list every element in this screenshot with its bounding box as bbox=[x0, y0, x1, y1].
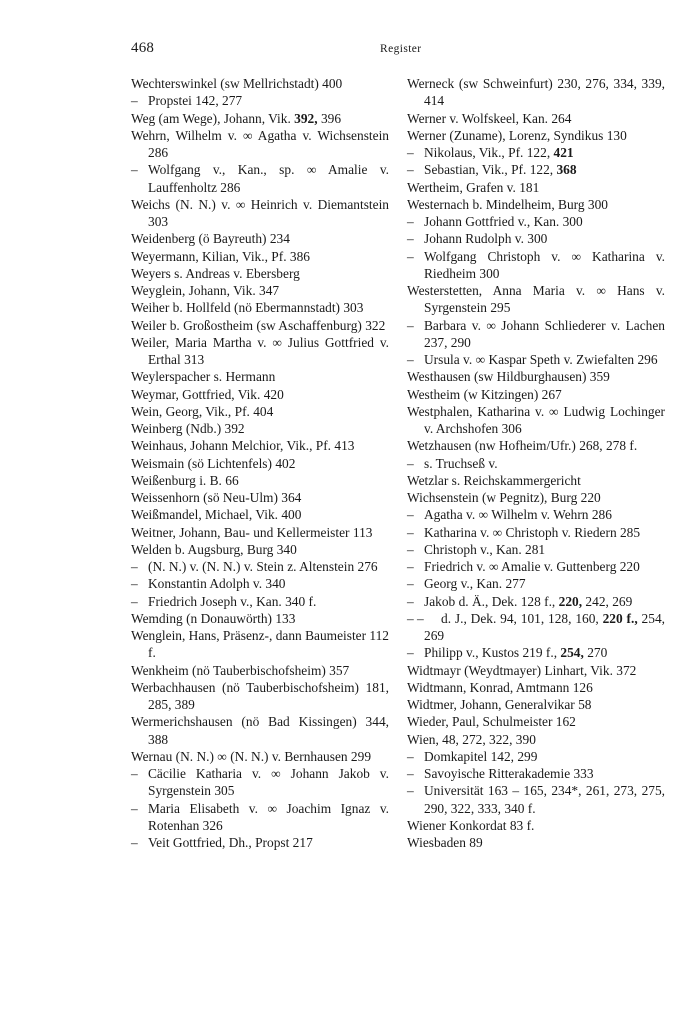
index-entry-text: Universität 163 – 165, 234*, 261, 273, 275, 290, 322, 333, 340 f. bbox=[424, 783, 665, 816]
index-entry-text: Ursula v. ∞ Kaspar Speth v. Zwiefalten 296 bbox=[424, 352, 658, 367]
index-entry-text: Johann Rudolph v. 300 bbox=[424, 231, 548, 247]
index-entry bbox=[407, 455, 665, 472]
index-entry-text: Westhausen (sw Hildburghausen) 359 bbox=[407, 369, 610, 385]
index-entry-text: Weiler, Maria Martha v. ∞ Julius Gottfried v. Erthal 313 bbox=[131, 334, 389, 367]
index-entry-text: Savoyische Ritterakademie 333 bbox=[424, 766, 594, 781]
index-entry-text: 396 bbox=[317, 110, 342, 126]
index-entry-text: Cäcilie Katharia v. ∞ Johann Jakob v. Syrgenstein 305 bbox=[148, 766, 389, 799]
index-entry bbox=[407, 817, 665, 834]
index-entry-text: Weyglein, Johann, Vik. 347 bbox=[131, 283, 280, 298]
index-entry-text: Weidenberg (ö Bayreuth) 234 bbox=[131, 231, 290, 247]
index-entry-text: Georg v., Kan. 277 bbox=[424, 576, 526, 592]
index-entry bbox=[131, 524, 389, 541]
index-entry bbox=[407, 506, 665, 523]
index-entry-text: Wiesbaden 89 bbox=[407, 835, 483, 850]
index-entry bbox=[131, 75, 389, 92]
index-entry bbox=[131, 248, 389, 265]
sub-entry-dash: – bbox=[407, 317, 414, 333]
index-entry bbox=[407, 472, 665, 489]
index-entry bbox=[131, 679, 389, 714]
index-entry bbox=[131, 765, 389, 800]
index-entry-text: Johann Gottfried v., Kan. 300 bbox=[424, 214, 583, 229]
index-entry bbox=[407, 662, 665, 679]
index-entry-text: (N. N.) v. (N. N.) v. Stein z. Altenstein 276 bbox=[148, 559, 378, 574]
index-entry bbox=[131, 472, 389, 489]
index-entry-text: Wermerichshausen (nö Bad Kissingen) 344, 388 bbox=[131, 714, 389, 747]
index-entry-text: Weinhaus, Johann Melchior, Vik., Pf. 413 bbox=[131, 438, 355, 454]
index-entry-main-ref: 421 bbox=[553, 145, 574, 160]
index-entry-text: Sebastian, Vik., Pf. 122, bbox=[424, 162, 557, 178]
index-entry-text: Weißenburg i. B. 66 bbox=[131, 472, 239, 488]
sub-entry-dash: – bbox=[407, 593, 414, 609]
sub-entry-dash: – bbox=[131, 835, 138, 850]
index-entry bbox=[131, 420, 389, 437]
index-entry bbox=[407, 403, 665, 438]
index-entry-text: Wetzhausen (nw Hofheim/Ufr.) 268, 278 f. bbox=[407, 438, 638, 454]
index-entry-text: Agatha v. ∞ Wilhelm v. Wehrn 286 bbox=[424, 507, 612, 523]
index-entry-text: Wolfgang v., Kan., sp. ∞ Amalie v. Lauffenholtz 286 bbox=[148, 162, 389, 195]
index-entry-text: Veit Gottfried, Dh., Propst 217 bbox=[148, 835, 313, 850]
sub-entry-dash: – bbox=[407, 748, 414, 764]
index-entry-text: Barbara v. ∞ Johann Schliederer v. Lachen 237, 290 bbox=[424, 317, 665, 350]
index-entry-text: Wetzlar s. Reichskammergericht bbox=[407, 472, 581, 488]
index-entry bbox=[131, 541, 389, 558]
index-entry-text: Friedrich Joseph v., Kan. 340 f. bbox=[148, 593, 317, 609]
index-entry-text: Wolfgang Christoph v. ∞ Katharina v. Riedheim 300 bbox=[424, 248, 665, 281]
sub-entry-dash: – bbox=[407, 231, 414, 247]
sub-entry-dash: – bbox=[131, 800, 138, 816]
index-entry bbox=[131, 748, 389, 765]
sub-entry-dash: – bbox=[407, 541, 414, 557]
index-entry-text: Werner (Zuname), Lorenz, Syndikus 130 bbox=[407, 127, 627, 143]
index-entry bbox=[131, 282, 389, 299]
sub-entry-dash: – bbox=[131, 576, 138, 592]
index-entry bbox=[407, 144, 665, 161]
index-entry-text: Weyers s. Andreas v. Ebersberg bbox=[131, 265, 300, 281]
index-entry-text: Maria Elisabeth v. ∞ Joachim Ignaz v. Rotenhan 326 bbox=[148, 800, 389, 833]
index-entry-text: Werner v. Wolfskeel, Kan. 264 bbox=[407, 110, 572, 126]
index-entry-text: Widtmayr (Weydtmayer) Linhart, Vik. 372 bbox=[407, 662, 637, 678]
index-entry bbox=[131, 627, 389, 662]
index-entry bbox=[407, 782, 665, 817]
sub-entry-dash: – bbox=[407, 524, 414, 540]
index-entry-text: Weissenhorn (sö Neu-Ulm) 364 bbox=[131, 490, 302, 505]
index-entry bbox=[407, 765, 665, 782]
sub-entry-dash: – bbox=[131, 162, 138, 178]
index-entry bbox=[407, 368, 665, 385]
index-entry bbox=[407, 644, 665, 661]
sub-entry-dash: – bbox=[131, 93, 138, 109]
index-entry-main-ref: 254, bbox=[560, 645, 584, 661]
index-entry bbox=[131, 127, 389, 162]
index-entry bbox=[407, 748, 665, 765]
index-entry-text: Weiler b. Großostheim (sw Aschaffenburg) 322 bbox=[131, 317, 386, 333]
index-entry bbox=[131, 161, 389, 196]
sub-entry-dash: – bbox=[407, 352, 414, 367]
index-entry-text: Weiher b. Hollfeld (nö Ebermannstadt) 303 bbox=[131, 300, 364, 316]
index-entry bbox=[407, 351, 665, 368]
sub-entry-dash: – bbox=[131, 766, 138, 781]
index-entry bbox=[131, 368, 389, 385]
index-column-left bbox=[131, 75, 389, 851]
index-entry bbox=[131, 92, 389, 109]
index-entry-text: Wieder, Paul, Schulmeister 162 bbox=[407, 714, 576, 730]
index-entry-text: Westphalen, Katharina v. ∞ Ludwig Lochinger v. Archshofen 306 bbox=[407, 403, 665, 436]
index-entry-text: Wenglein, Hans, Präsenz-, dann Baumeister 112 f. bbox=[131, 628, 389, 661]
sub-entry-dash: – bbox=[407, 214, 414, 229]
index-entry-main-ref: 392, bbox=[294, 110, 318, 126]
index-entry bbox=[131, 455, 389, 472]
index-entry bbox=[407, 575, 665, 592]
index-entry-text: Westerstetten, Anna Maria v. ∞ Hans v. Syrgenstein 295 bbox=[407, 283, 665, 316]
index-entry-text: Nikolaus, Vik., Pf. 122, bbox=[424, 145, 554, 160]
index-entry bbox=[131, 265, 389, 282]
index-entry-text: Wien, 48, 272, 322, 390 bbox=[407, 731, 536, 747]
index-entry bbox=[131, 593, 389, 610]
sub-entry-dash: – bbox=[407, 455, 414, 471]
index-entry-text: Wenkheim (nö Tauberbischofsheim) 357 bbox=[131, 662, 350, 678]
index-entry bbox=[131, 317, 389, 334]
index-entry bbox=[131, 437, 389, 454]
index-entry bbox=[407, 196, 665, 213]
index-entry bbox=[407, 679, 665, 696]
index-entry-text: Wehrn, Wilhelm v. ∞ Agatha v. Wichsenstein 286 bbox=[131, 127, 389, 160]
sub-entry-dash: – bbox=[407, 576, 414, 592]
sub-entry-dash: – – bbox=[407, 610, 424, 626]
running-head: Register bbox=[380, 43, 422, 55]
index-entry-text: 254, 269 bbox=[424, 610, 665, 643]
index-entry bbox=[407, 317, 665, 352]
index-entry-text: Wichsenstein (w Pegnitz), Burg 220 bbox=[407, 490, 601, 505]
index-entry bbox=[407, 161, 665, 178]
index-entry-text: Wiener Konkordat 83 f. bbox=[407, 817, 535, 833]
index-entry-text: Weylerspacher s. Hermann bbox=[131, 369, 276, 385]
index-entry bbox=[131, 386, 389, 403]
sub-entry-dash: – bbox=[407, 766, 414, 781]
index-entry bbox=[407, 437, 665, 454]
index-entry-text: Weichs (N. N.) v. ∞ Heinrich v. Diemantstein 303 bbox=[131, 196, 389, 229]
sub-entry-dash: – bbox=[407, 783, 414, 799]
index-entry bbox=[131, 489, 389, 506]
index-entry-text: Weyermann, Kilian, Vik., Pf. 386 bbox=[131, 248, 310, 264]
index-entry bbox=[131, 575, 389, 592]
index-entry-text: Westernach b. Mindelheim, Burg 300 bbox=[407, 196, 608, 212]
index-entry bbox=[407, 127, 665, 144]
index-entry-text: Wechterswinkel (sw Mellrichstadt) 400 bbox=[131, 76, 343, 91]
index-entry bbox=[407, 541, 665, 558]
sub-entry-dash: – bbox=[407, 507, 414, 523]
index-entry-text: Weg (am Wege), Johann, Vik. bbox=[131, 110, 295, 126]
index-entry bbox=[131, 506, 389, 523]
index-entry-text: 270 bbox=[583, 645, 608, 661]
index-entry-text: d. J., Dek. 94, 101, 128, 160, bbox=[441, 610, 603, 626]
index-entry bbox=[407, 248, 665, 283]
sub-entry-dash: – bbox=[407, 248, 414, 264]
index-entry bbox=[407, 610, 665, 645]
sub-entry-dash: – bbox=[407, 559, 414, 574]
index-entry-text: Wernau (N. N.) ∞ (N. N.) v. Bernhausen 299 bbox=[131, 748, 372, 764]
index-entry-text: Werbachhausen (nö Tauberbischofsheim) 181, 285, 389 bbox=[131, 679, 389, 712]
sub-entry-dash: – bbox=[407, 162, 414, 178]
index-entry bbox=[407, 834, 665, 851]
sub-entry-dash: – bbox=[131, 559, 138, 574]
index-entry bbox=[407, 282, 665, 317]
sub-entry-dash: – bbox=[407, 145, 414, 160]
index-entry-text: Wemding (n Donauwörth) 133 bbox=[131, 610, 296, 626]
index-entry bbox=[407, 731, 665, 748]
index-entry bbox=[131, 196, 389, 231]
index-entry-text: Weißmandel, Michael, Vik. 400 bbox=[131, 507, 302, 523]
index-entry bbox=[131, 558, 389, 575]
index-entry bbox=[131, 713, 389, 748]
index-entry bbox=[407, 75, 665, 110]
index-entry-main-ref: 220, bbox=[558, 593, 583, 609]
index-entry bbox=[407, 386, 665, 403]
index-entry bbox=[131, 230, 389, 247]
index-entry-text: Katharina v. ∞ Christoph v. Riedern 285 bbox=[424, 524, 641, 540]
index-entry bbox=[407, 593, 665, 610]
index-entry-text: Propstei 142, 277 bbox=[148, 93, 243, 109]
sub-entry-dash: – bbox=[407, 645, 414, 661]
index-entry-text: Weymar, Gottfried, Vik. 420 bbox=[131, 386, 284, 402]
index-entry-text: Weitner, Johann, Bau- und Kellermeister 113 bbox=[131, 524, 373, 540]
index-entry-text: Welden b. Augsburg, Burg 340 bbox=[131, 541, 297, 557]
index-entry-text: s. Truchseß v. bbox=[424, 455, 498, 471]
index-entry bbox=[131, 610, 389, 627]
index-entry bbox=[407, 524, 665, 541]
index-entry-text: Widtmer, Johann, Generalvikar 58 bbox=[407, 697, 592, 712]
index-entry-text: Wertheim, Grafen v. 181 bbox=[407, 179, 540, 195]
index-entry bbox=[407, 558, 665, 575]
index-entry bbox=[407, 110, 665, 127]
index-entry-text: Domkapitel 142, 299 bbox=[424, 748, 538, 764]
index-entry bbox=[131, 662, 389, 679]
index-entry-main-ref: 220 f., bbox=[602, 610, 638, 626]
index-entry bbox=[407, 213, 665, 230]
index-entry-text: Jakob d. Ä., Dek. 128 f., bbox=[424, 593, 559, 609]
index-entry bbox=[131, 834, 389, 851]
index-entry-text: Widtmann, Konrad, Amtmann 126 bbox=[407, 679, 593, 695]
index-entry-text: Weismain (sö Lichtenfels) 402 bbox=[131, 455, 296, 471]
index-entry bbox=[407, 696, 665, 713]
index-entry-text: Philipp v., Kustos 219 f., bbox=[424, 645, 561, 661]
index-entry bbox=[131, 403, 389, 420]
index-column-right bbox=[407, 75, 665, 851]
index-entry bbox=[131, 110, 389, 127]
index-entry bbox=[131, 299, 389, 316]
index-entry-text: Christoph v., Kan. 281 bbox=[424, 541, 546, 557]
index-entry-text: Konstantin Adolph v. 340 bbox=[148, 576, 286, 592]
page-number: 468 bbox=[131, 40, 155, 56]
index-entry-main-ref: 368 bbox=[556, 162, 577, 178]
sub-entry-dash: – bbox=[131, 593, 138, 609]
index-entry bbox=[407, 713, 665, 730]
index-entry-text: Friedrich v. ∞ Amalie v. Guttenberg 220 bbox=[424, 559, 640, 574]
index-entry-text: Weinberg (Ndb.) 392 bbox=[131, 421, 245, 436]
index-entry bbox=[407, 230, 665, 247]
index-entry bbox=[131, 334, 389, 369]
index-entry bbox=[407, 179, 665, 196]
index-entry-text: Werneck (sw Schweinfurt) 230, 276, 334, 339, 414 bbox=[407, 76, 665, 109]
index-entry-text: Wein, Georg, Vik., Pf. 404 bbox=[131, 403, 274, 419]
index-entry-text: Westheim (w Kitzingen) 267 bbox=[407, 386, 562, 402]
index-entry bbox=[407, 489, 665, 506]
index-entry bbox=[131, 800, 389, 835]
index-entry-text: 242, 269 bbox=[582, 593, 633, 609]
